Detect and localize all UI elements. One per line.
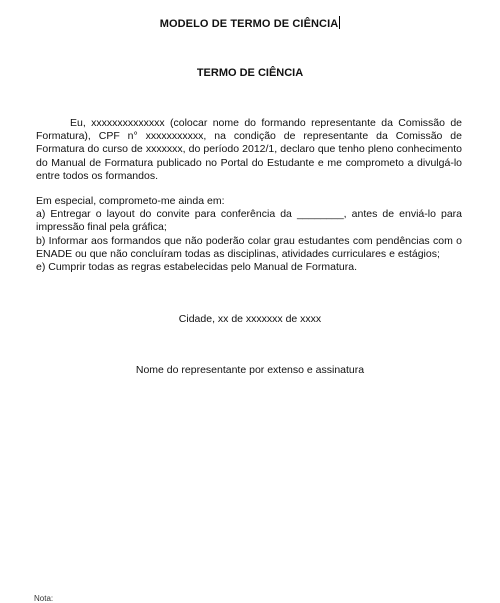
text-cursor xyxy=(339,16,340,29)
declaration-text: Eu, xxxxxxxxxxxxxx (colocar nome do formando representante da Comissão de Formatura), CPF n° xxxxxxxxxxx, na condição de representante da Comissão de Formatura do curso de xxxxxxx, do período 2012/1, declaro que tenho pleno conhecimento do Manual de Formatura publicado no Portal do Estudante e me comprometo a divulgá-lo entre todos os formandos. xyxy=(36,117,462,182)
document-title-text: MODELO DE TERMO DE CIÊNCIA xyxy=(159,18,339,30)
term-heading: TERMO DE CIÊNCIA xyxy=(196,67,304,79)
signature-line: Nome do representante por extenso e assinatura xyxy=(135,364,365,376)
document-title xyxy=(0,16,500,30)
footer-note: Nota: xyxy=(34,594,54,603)
city-date-line: Cidade, xx de xxxxxxx de xxxx xyxy=(178,313,322,325)
commitment-item-b: b) Informar aos formandos que não poderão colar grau estudantes com pendências com o ENADE ou que não concluíram todas as disciplinas, atividades curriculares e estágios; xyxy=(36,234,462,260)
declaration-paragraph xyxy=(36,117,462,183)
commitments-intro: Em especial, comprometo-me ainda em: xyxy=(36,195,225,207)
commitments-section xyxy=(36,195,462,274)
commitment-item-e: e) Cumprir todas as regras estabelecidas pelo Manual de Formatura. xyxy=(36,261,357,274)
commitment-item-a: a) Entregar o layout do convite para conferência da ________, antes de enviá-lo para impressão final pela gráfica; xyxy=(36,208,462,234)
